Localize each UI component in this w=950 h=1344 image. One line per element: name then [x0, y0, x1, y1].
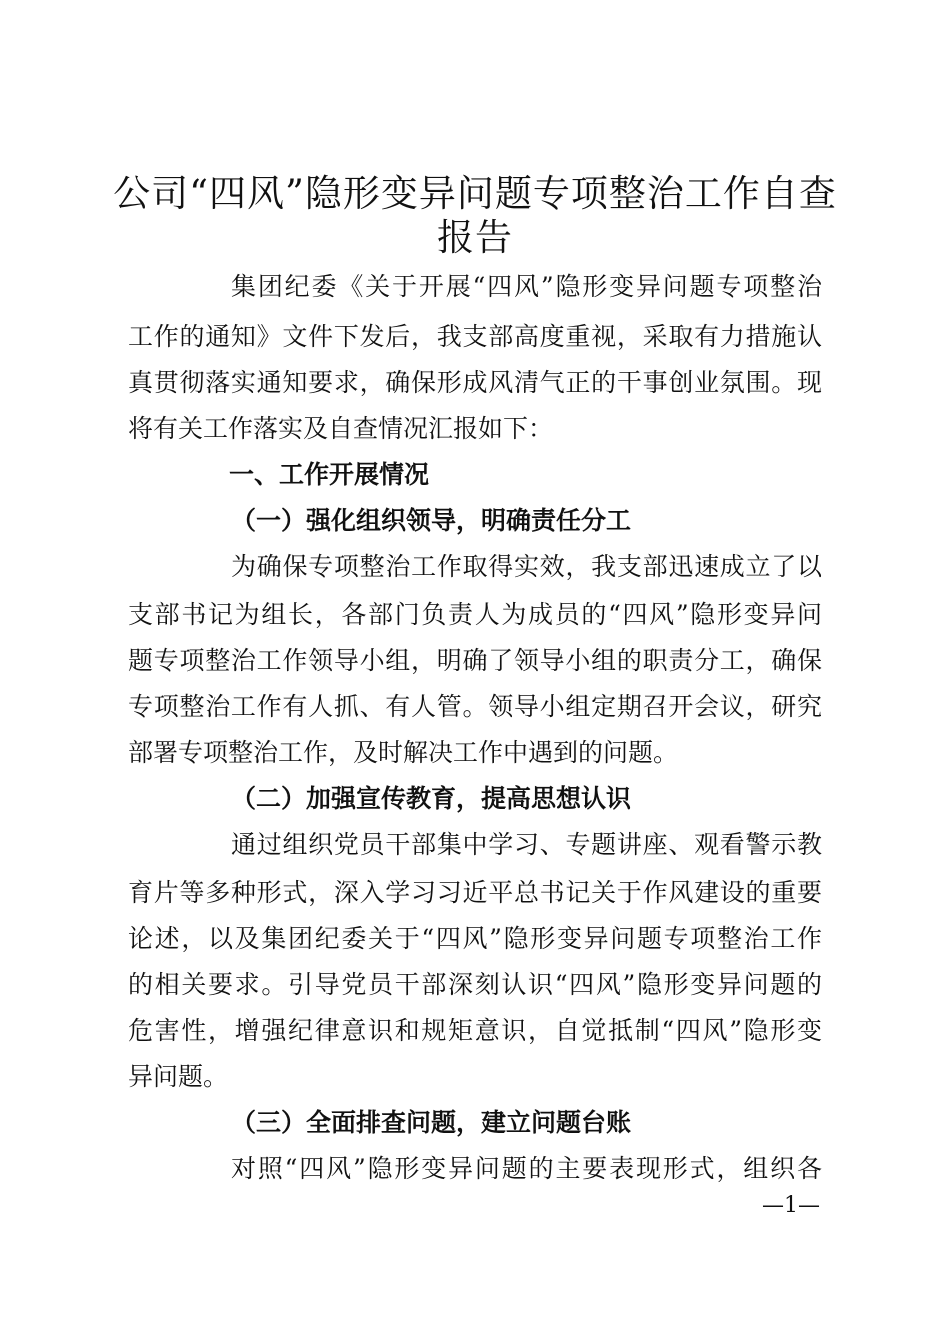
- intro-line: 真贯彻落实通知要求，确保形成风清气正的干事创业氛围。现: [128, 368, 822, 397]
- paragraph-line: 论述，以及集团纪委关于“四风”隐形变异问题专项整治工作: [128, 924, 822, 953]
- paragraph-line: 部署专项整治工作，及时解决工作中遇到的问题。: [128, 738, 679, 767]
- paragraph-line: 支部书记为组长，各部门负责人为成员的“四风”隐形变异问: [128, 600, 822, 629]
- intro-line: 工作的通知》文件下发后，我支部高度重视，采取有力措施认: [128, 322, 822, 351]
- intro-line: 集团纪委《关于开展“四风”隐形变异问题专项整治: [231, 272, 822, 301]
- paragraph-line: 的相关要求。引导党员干部深刻认识“四风”隐形变异问题的: [128, 970, 822, 999]
- document-title-line-2: 报告: [437, 216, 513, 259]
- subsection-heading: （三）全面排查问题，建立问题台账: [231, 1108, 632, 1137]
- paragraph-line: 专项整治工作有人抓、有人管。领导小组定期召开会议，研究: [128, 692, 822, 721]
- paragraph-line: 危害性，增强纪律意识和规矩意识，自觉抵制“四风”隐形变: [128, 1016, 822, 1045]
- paragraph-line: 题专项整治工作领导小组，明确了领导小组的职责分工，确保: [128, 646, 822, 675]
- subsection-heading: （二）加强宣传教育，提高思想认识: [231, 784, 632, 813]
- subsection-heading: （一）强化组织领导，明确责任分工: [231, 506, 632, 535]
- paragraph-line: 通过组织党员干部集中学习、专题讲座、观看警示教: [231, 830, 822, 859]
- paragraph-line: 育片等多种形式，深入学习习近平总书记关于作风建设的重要: [128, 878, 822, 907]
- paragraph-line: 异问题。: [128, 1062, 229, 1091]
- paragraph-line: 为确保专项整治工作取得实效，我支部迅速成立了以: [231, 552, 822, 581]
- paragraph-line: 对照“四风”隐形变异问题的主要表现形式，组织各: [231, 1154, 822, 1183]
- section-heading: 一、工作开展情况: [229, 460, 430, 489]
- page-number: —1—: [762, 1193, 820, 1218]
- document-title-line-1: 公司“四风”隐形变异问题专项整治工作自查: [113, 172, 837, 215]
- intro-line: 将有关工作落实及自查情况汇报如下：: [128, 414, 554, 443]
